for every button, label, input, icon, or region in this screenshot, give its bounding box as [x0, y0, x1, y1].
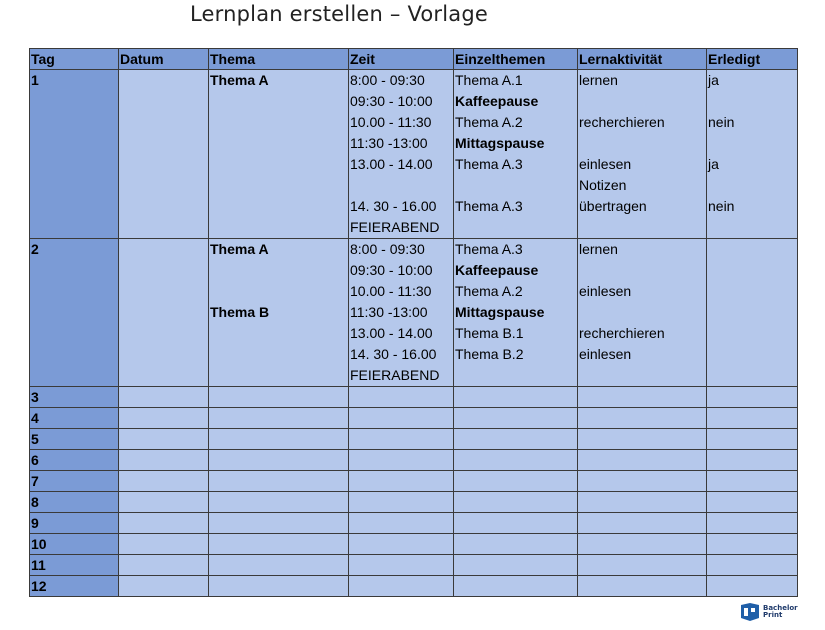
table-row — [30, 450, 798, 471]
done-line — [708, 175, 797, 196]
table-row — [30, 534, 798, 555]
time-line: 10.00 - 11:30 — [350, 114, 432, 130]
date-cell — [119, 471, 209, 492]
subtopic-line: Thema B.2 — [455, 346, 524, 362]
activity-cell — [578, 387, 707, 408]
header-datum: Datum — [119, 49, 209, 70]
topic-line — [210, 281, 348, 302]
done-line: nein — [708, 114, 735, 130]
date-cell — [119, 450, 209, 471]
subtopic-cell — [454, 576, 578, 597]
header-tag: Tag — [30, 49, 119, 70]
subtopic-line — [455, 175, 577, 196]
subtopic-line: Thema A.2 — [455, 114, 523, 130]
table-row — [30, 70, 798, 239]
bp-logo-icon — [739, 601, 761, 623]
subtopic-line: Mittagspause — [455, 135, 545, 151]
time-line: 11:30 -13:00 — [350, 304, 428, 320]
time-cell — [349, 70, 454, 239]
activity-line — [579, 91, 706, 112]
date-cell — [119, 387, 209, 408]
table-row — [30, 576, 798, 597]
time-cell — [349, 471, 454, 492]
activity-line: einlesen — [579, 346, 632, 362]
subtopic-cell — [454, 555, 578, 576]
activity-line: recherchieren — [579, 114, 665, 130]
page-title: Lernplan erstellen – Vorlage — [190, 2, 489, 26]
done-cell — [707, 429, 798, 450]
topic-line: Thema A — [210, 241, 269, 257]
time-cell — [349, 534, 454, 555]
table-row — [30, 471, 798, 492]
time-line: 11:30 -13:00 — [350, 135, 428, 151]
table-row — [30, 513, 798, 534]
time-cell — [349, 450, 454, 471]
time-line: 09:30 - 10:00 — [350, 262, 433, 278]
date-cell — [119, 555, 209, 576]
activity-cell — [578, 555, 707, 576]
topic-cell — [209, 555, 349, 576]
subtopic-cell — [454, 387, 578, 408]
subtopic-cell — [454, 492, 578, 513]
done-cell — [707, 450, 798, 471]
done-line: nein — [708, 198, 735, 214]
date-cell — [119, 429, 209, 450]
time-cell — [349, 513, 454, 534]
date-cell — [119, 576, 209, 597]
day-number: 2 — [30, 239, 119, 387]
day-number: 1 — [30, 70, 119, 239]
done-cell — [707, 534, 798, 555]
day-number: 11 — [30, 555, 119, 576]
date-cell — [119, 513, 209, 534]
day-number: 7 — [30, 471, 119, 492]
table-row — [30, 555, 798, 576]
subtopic-line: Thema A.3 — [455, 198, 523, 214]
done-line: ja — [708, 72, 719, 88]
time-cell — [349, 429, 454, 450]
logo-text-line1: Bachelor — [763, 604, 798, 612]
topic-cell — [209, 576, 349, 597]
activity-line: lernen — [579, 241, 618, 257]
time-cell — [349, 239, 454, 387]
logo-text-line2: Print — [763, 611, 783, 619]
table-row — [30, 239, 798, 387]
day-number: 8 — [30, 492, 119, 513]
time-cell — [349, 492, 454, 513]
done-line — [708, 91, 797, 112]
subtopic-cell — [454, 408, 578, 429]
subtopic-cell — [454, 513, 578, 534]
topic-line: Thema A — [210, 72, 269, 88]
subtopic-line: Mittagspause — [455, 304, 545, 320]
subtopic-cell — [454, 534, 578, 555]
day-number: 5 — [30, 429, 119, 450]
time-line: 09:30 - 10:00 — [350, 93, 433, 109]
header-erledigt: Erledigt — [707, 49, 798, 70]
time-line: 14. 30 - 16.00 — [350, 198, 437, 214]
subtopic-line: Thema A.3 — [455, 156, 523, 172]
time-line: 14. 30 - 16.00 — [350, 346, 437, 362]
subtopic-cell — [454, 239, 578, 387]
day-number: 9 — [30, 513, 119, 534]
time-line: 8:00 - 09:30 — [350, 241, 425, 257]
date-cell — [119, 534, 209, 555]
topic-cell — [209, 471, 349, 492]
time-cell — [349, 576, 454, 597]
topic-cell — [209, 513, 349, 534]
activity-line — [579, 302, 706, 323]
activity-cell — [578, 576, 707, 597]
done-cell — [707, 387, 798, 408]
time-line — [350, 175, 453, 196]
table-row — [30, 387, 798, 408]
activity-line: lernen — [579, 72, 618, 88]
day-number: 6 — [30, 450, 119, 471]
date-cell — [119, 239, 209, 387]
time-line: 8:00 - 09:30 — [350, 72, 425, 88]
done-cell — [707, 408, 798, 429]
bachelorprint-logo — [739, 601, 798, 623]
table-row — [30, 429, 798, 450]
time-line: 13.00 - 14.00 — [350, 325, 433, 341]
date-cell — [119, 408, 209, 429]
subtopic-line: Kaffeepause — [455, 262, 539, 278]
time-line: 13.00 - 14.00 — [350, 156, 433, 172]
time-line: 10.00 - 11:30 — [350, 283, 432, 299]
day-number: 10 — [30, 534, 119, 555]
topic-cell — [209, 534, 349, 555]
time-line: FEIERABEND — [350, 367, 440, 383]
activity-line — [579, 260, 706, 281]
done-cell — [707, 471, 798, 492]
activity-line: Notizen — [579, 177, 627, 193]
subtopic-line: Thema A.1 — [455, 72, 523, 88]
time-line: FEIERABEND — [350, 219, 440, 235]
activity-line — [579, 133, 706, 154]
day-number: 4 — [30, 408, 119, 429]
done-cell — [707, 513, 798, 534]
done-cell — [707, 239, 798, 387]
day-number: 3 — [30, 387, 119, 408]
subtopic-line: Thema A.3 — [455, 241, 523, 257]
date-cell — [119, 492, 209, 513]
activity-cell — [578, 471, 707, 492]
study-plan-table — [29, 48, 798, 597]
subtopic-cell — [454, 429, 578, 450]
activity-cell — [578, 239, 707, 387]
done-cell — [707, 576, 798, 597]
subtopic-cell — [454, 471, 578, 492]
activity-cell — [578, 534, 707, 555]
subtopic-cell — [454, 70, 578, 239]
header-zeit: Zeit — [349, 49, 454, 70]
activity-cell — [578, 70, 707, 239]
subtopic-cell — [454, 450, 578, 471]
day-number: 12 — [30, 576, 119, 597]
topic-cell — [209, 70, 349, 239]
activity-cell — [578, 492, 707, 513]
table-row — [30, 408, 798, 429]
topic-cell — [209, 450, 349, 471]
topic-cell — [209, 408, 349, 429]
done-cell — [707, 555, 798, 576]
header-thema: Thema — [209, 49, 349, 70]
subtopic-line: Thema A.2 — [455, 283, 523, 299]
topic-cell — [209, 429, 349, 450]
header-lernaktivitaet: Lernaktivität — [578, 49, 707, 70]
done-cell — [707, 492, 798, 513]
activity-cell — [578, 429, 707, 450]
header-row — [30, 49, 798, 70]
topic-line: Thema B — [210, 304, 270, 320]
activity-cell — [578, 408, 707, 429]
time-cell — [349, 408, 454, 429]
topic-cell — [209, 387, 349, 408]
subtopic-line: Thema B.1 — [455, 325, 524, 341]
done-line: ja — [708, 156, 719, 172]
date-cell — [119, 70, 209, 239]
table-row — [30, 492, 798, 513]
topic-cell — [209, 492, 349, 513]
activity-line: einlesen — [579, 156, 632, 172]
activity-cell — [578, 513, 707, 534]
activity-cell — [578, 450, 707, 471]
topic-line — [210, 260, 348, 281]
logo-text — [763, 605, 798, 619]
time-cell — [349, 387, 454, 408]
topic-cell — [209, 239, 349, 387]
activity-line: recherchieren — [579, 325, 665, 341]
done-cell — [707, 70, 798, 239]
activity-line: einlesen — [579, 283, 632, 299]
activity-line: übertragen — [579, 198, 647, 214]
time-cell — [349, 555, 454, 576]
subtopic-line: Kaffeepause — [455, 93, 539, 109]
header-einzelthemen: Einzelthemen — [454, 49, 578, 70]
done-line — [708, 133, 797, 154]
